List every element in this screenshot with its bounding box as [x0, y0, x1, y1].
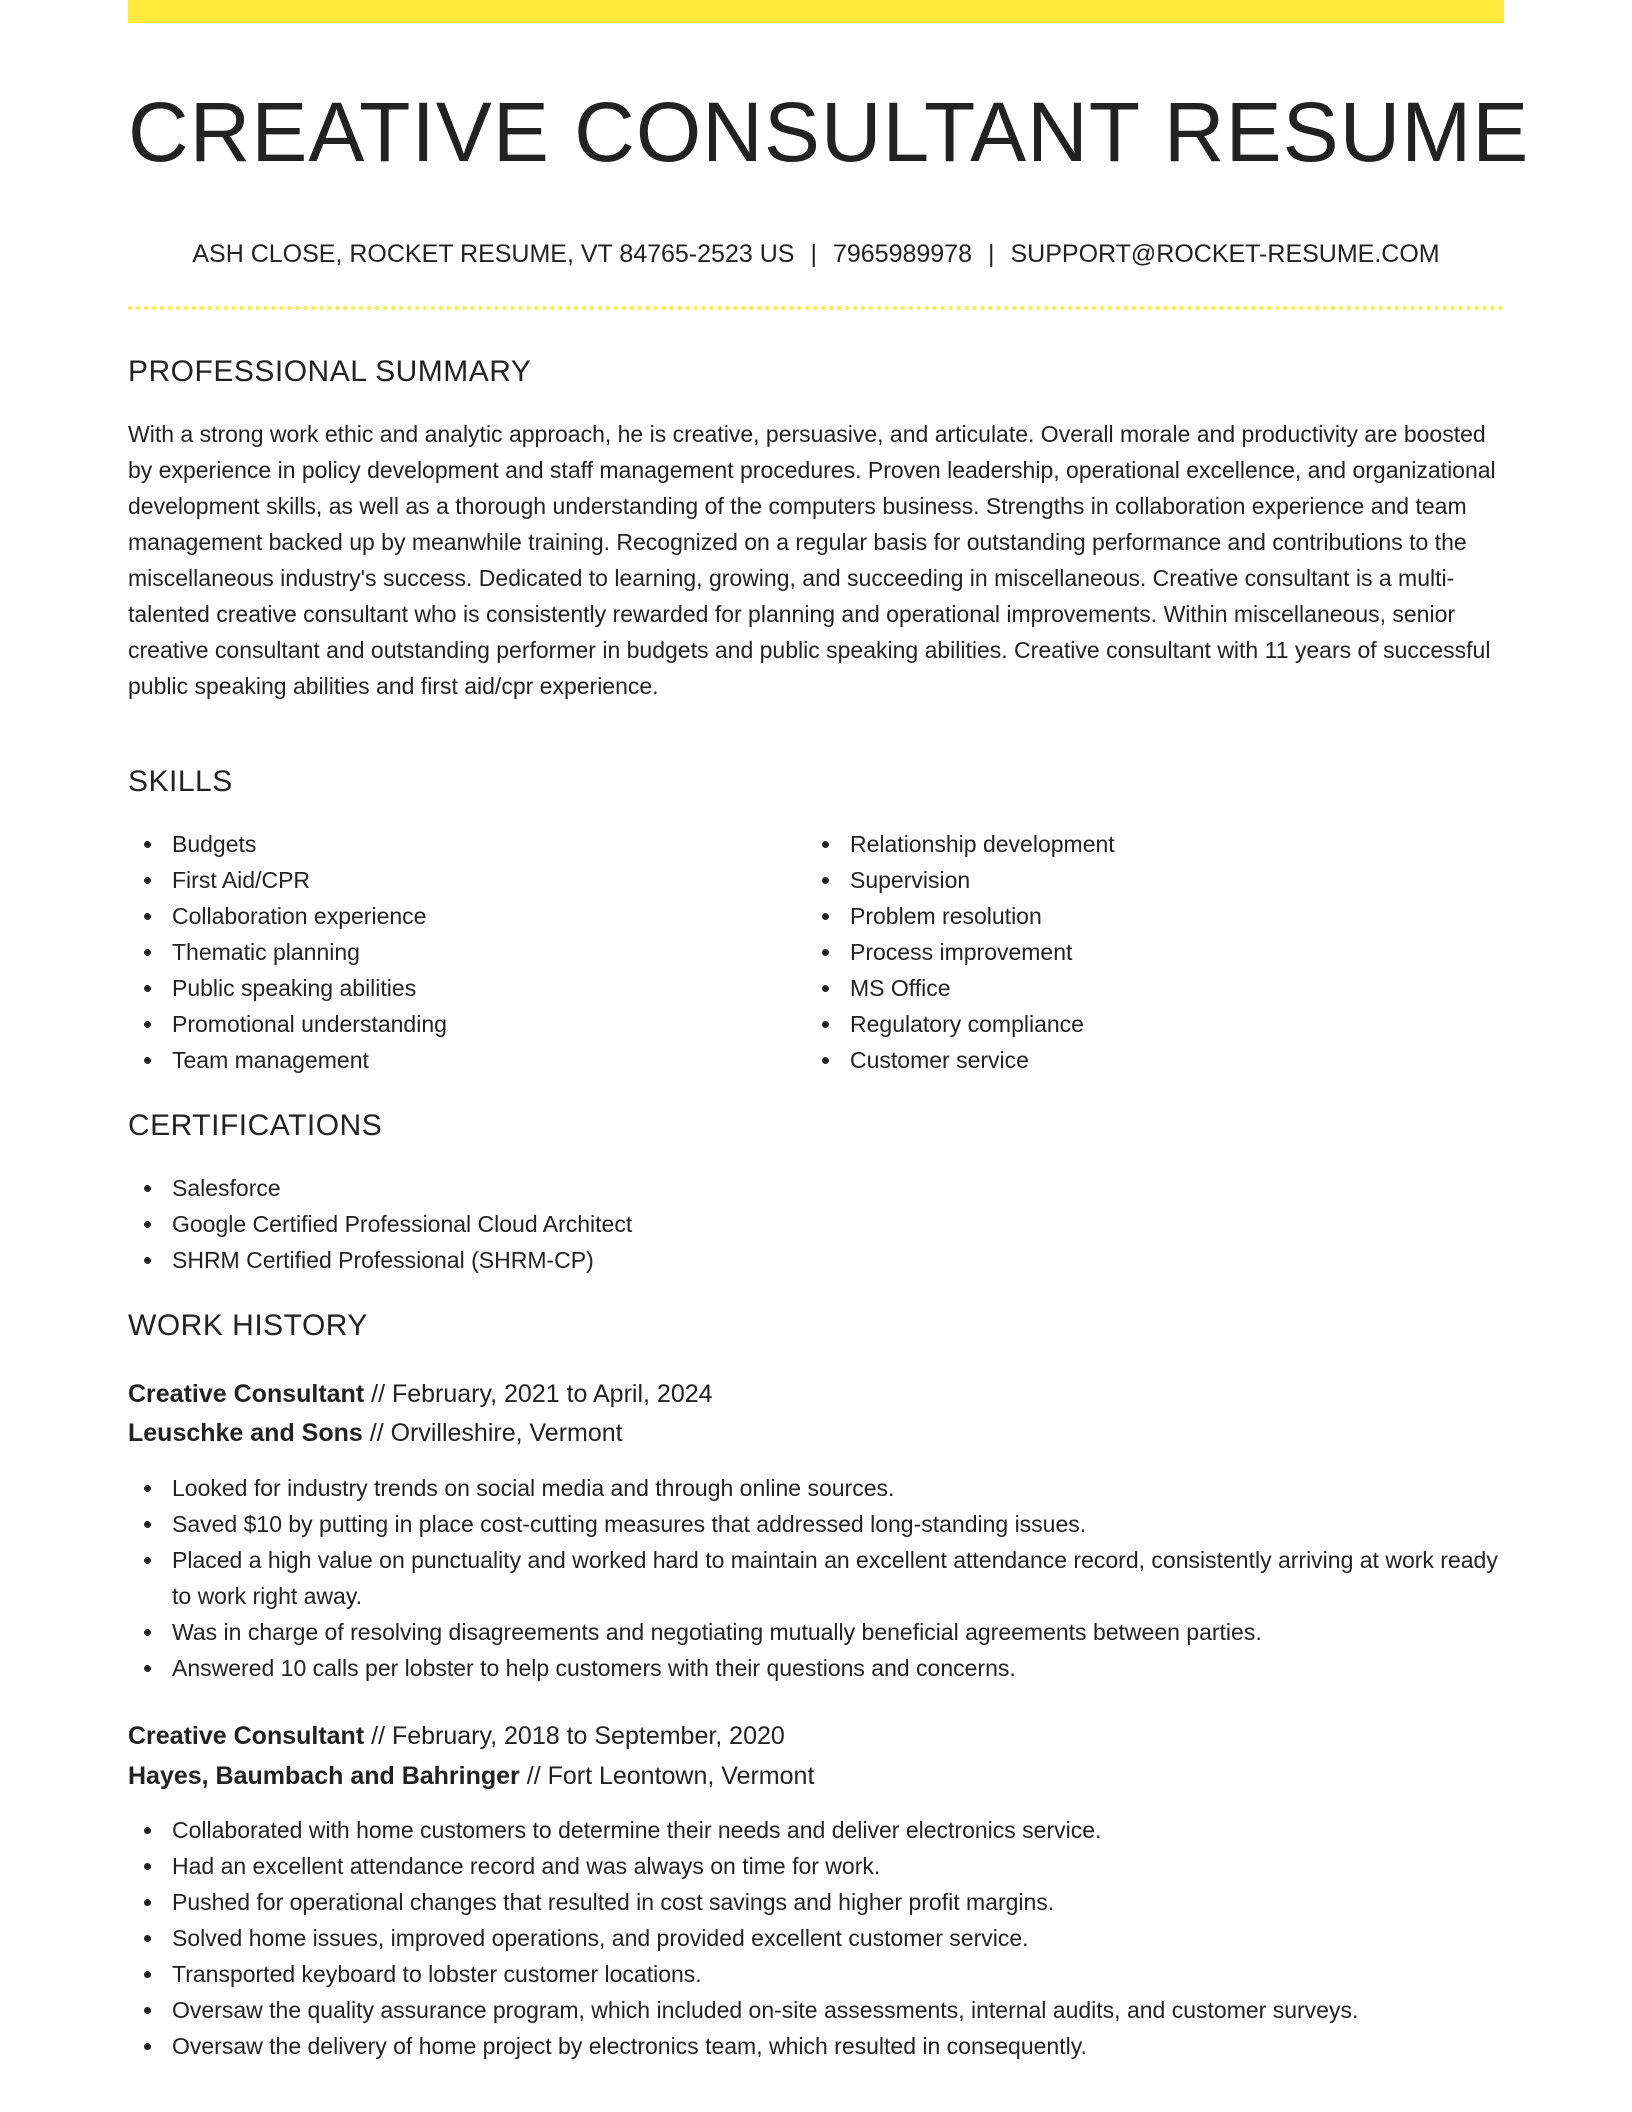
job-bullets	[128, 1470, 1504, 1686]
job-dates: // February, 2021 to April, 2024	[364, 1380, 713, 1408]
summary-heading: PROFESSIONAL SUMMARY	[128, 355, 532, 388]
contact-separator: |	[988, 240, 995, 268]
skill-item: Collaboration experience	[128, 898, 798, 934]
contact-email[interactable]: SUPPORT@ROCKET-RESUME.COM	[1010, 240, 1440, 268]
job-company: Hayes, Baumbach and Bahringer	[128, 1762, 520, 1790]
job-bullet: Answered 10 calls per lobster to help customers with their questions and concerns.	[128, 1650, 1504, 1686]
job-bullet: Placed a high value on punctuality and worked hard to maintain an excellent attendance record, consistently arriving at work ready to work right away.	[128, 1542, 1504, 1614]
job-bullet: Collaborated with home customers to determine their needs and deliver electronics service.	[128, 1812, 1504, 1848]
contact-line	[128, 236, 1504, 272]
skill-item: MS Office	[806, 970, 1496, 1006]
skill-item: Thematic planning	[128, 934, 798, 970]
job-dates: // February, 2018 to September, 2020	[364, 1722, 785, 1750]
skill-item: First Aid/CPR	[128, 862, 798, 898]
skill-item: Relationship development	[806, 826, 1496, 862]
job-title: Creative Consultant	[128, 1722, 365, 1750]
skill-item: Problem resolution	[806, 898, 1496, 934]
job-company-line	[128, 1756, 814, 1796]
job-title-line	[128, 1716, 785, 1756]
skill-item: Budgets	[128, 826, 798, 862]
job-bullet: Solved home issues, improved operations, and provided excellent customer service.	[128, 1920, 1504, 1956]
resume-title: CREATIVE CONSULTANT RESUME	[128, 85, 1530, 179]
certification-item: SHRM Certified Professional (SHRM-CP)	[128, 1242, 1504, 1278]
job-bullet: Was in charge of resolving disagreements and negotiating mutually beneficial agreements between parties.	[128, 1614, 1504, 1650]
job-bullet: Pushed for operational changes that resulted in cost savings and higher profit margins.	[128, 1884, 1504, 1920]
skill-item: Promotional understanding	[128, 1006, 798, 1042]
accent-top-bar	[128, 0, 1504, 23]
skill-item: Supervision	[806, 862, 1496, 898]
job-location: // Orvilleshire, Vermont	[362, 1419, 623, 1447]
job-location: // Fort Leontown, Vermont	[519, 1762, 815, 1790]
contact-address: ASH CLOSE, ROCKET RESUME, VT 84765-2523 US	[192, 240, 795, 268]
certifications-heading: CERTIFICATIONS	[128, 1109, 383, 1142]
work-history-heading: WORK HISTORY	[128, 1309, 368, 1342]
skill-item: Process improvement	[806, 934, 1496, 970]
job-bullet: Saved $10 by putting in place cost-cutting measures that addressed long-standing issues.	[128, 1506, 1504, 1542]
job-title-line	[128, 1374, 713, 1414]
skill-item: Regulatory compliance	[806, 1006, 1496, 1042]
skill-item: Team management	[128, 1042, 798, 1078]
job-company: Leuschke and Sons	[128, 1419, 363, 1447]
summary-text: With a strong work ethic and analytic approach, he is creative, persuasive, and articulate. Overall morale and productivity are boosted by experience in policy development and staff management procedures. Proven leadership, operational excellence, and organizational development skills, as well as a thorough understanding of the computers business. Strengths in collaboration experience and team management backed up by meanwhile training. Recognized on a regular basis for outstanding performance and contributions to the miscellaneous industry's success. Dedicated to learning, growing, and succeeding in miscellaneous. Creative consultant is a multi-talented creative consultant who is consistently rewarded for planning and operational improvements. Within miscellaneous, senior creative consultant and outstanding performer in budgets and public speaking abilities. Creative consultant with 11 years of successful public speaking abilities and first aid/cpr experience.	[128, 421, 1496, 699]
job-company-line	[128, 1413, 623, 1453]
skills-list-right	[806, 826, 1496, 1078]
skill-item: Public speaking abilities	[128, 970, 798, 1006]
job-bullets	[128, 1812, 1504, 2064]
job-bullet: Had an excellent attendance record and was always on time for work.	[128, 1848, 1504, 1884]
skills-heading: SKILLS	[128, 765, 233, 798]
skill-item: Customer service	[806, 1042, 1496, 1078]
certification-item: Salesforce	[128, 1170, 1504, 1206]
job-bullet: Oversaw the quality assurance program, which included on-site assessments, internal audits, and customer surveys.	[128, 1992, 1504, 2028]
skills-list-left	[128, 826, 798, 1078]
contact-phone: 7965989978	[832, 240, 972, 268]
job-bullet: Oversaw the delivery of home project by electronics team, which resulted in consequently.	[128, 2028, 1504, 2064]
job-bullet: Transported keyboard to lobster customer locations.	[128, 1956, 1504, 1992]
resume-page	[128, 0, 1530, 2112]
job-title: Creative Consultant	[128, 1380, 365, 1408]
job-bullet: Looked for industry trends on social media and through online sources.	[128, 1470, 1504, 1506]
certifications-list	[128, 1170, 1504, 1278]
certification-item: Google Certified Professional Cloud Architect	[128, 1206, 1504, 1242]
contact-separator: |	[810, 240, 817, 268]
dotted-divider	[128, 306, 1504, 310]
